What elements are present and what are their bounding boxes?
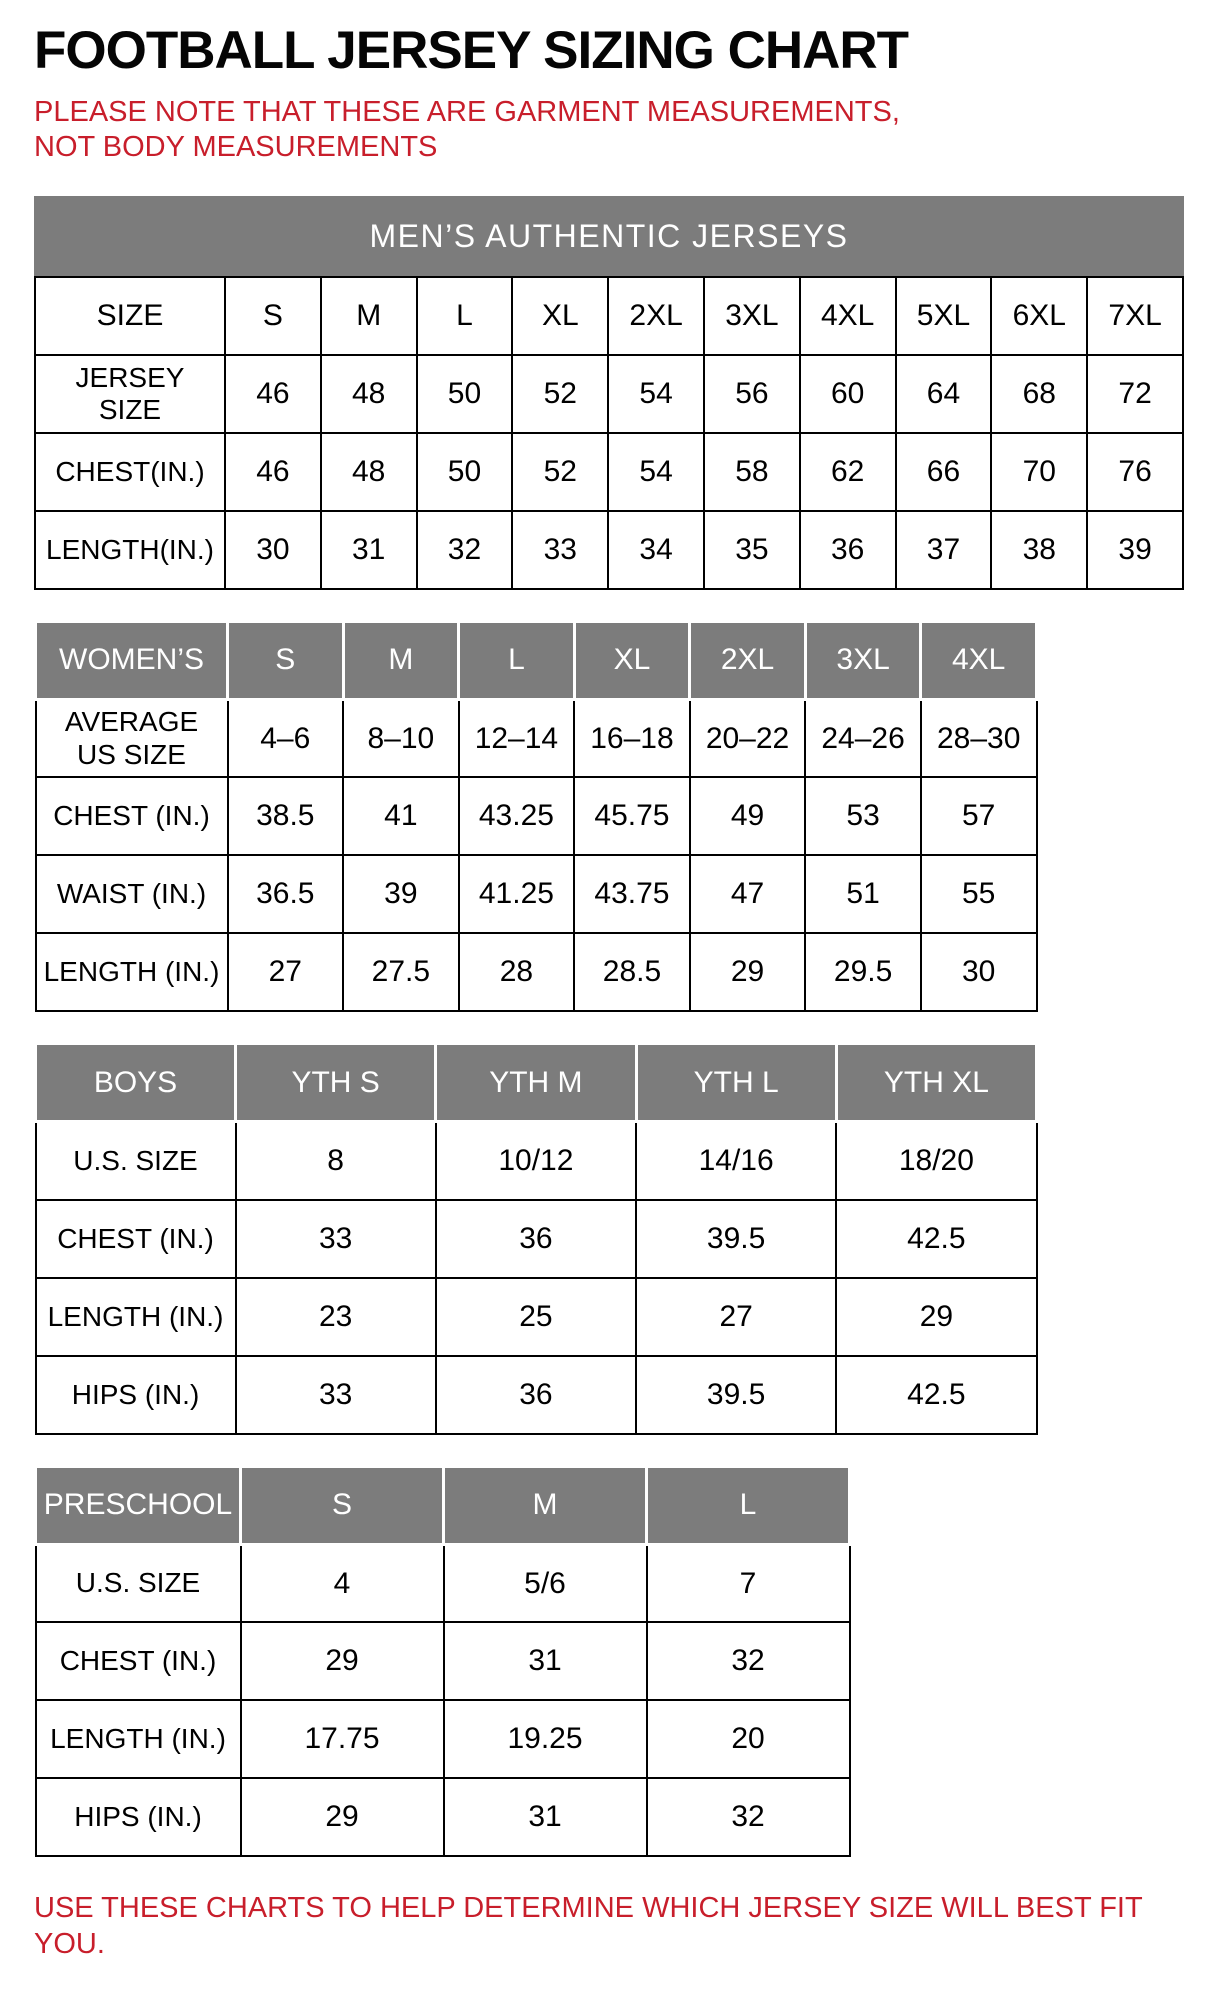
value-cell: 52	[512, 433, 608, 511]
value-cell: 28.5	[574, 933, 690, 1011]
table-row	[36, 699, 1037, 777]
column-header-cell: YTH L	[636, 1044, 836, 1122]
column-header-cell: 2XL	[690, 621, 806, 699]
value-cell: 12–14	[459, 699, 575, 777]
column-header-cell: 4XL	[921, 621, 1037, 699]
column-header-cell: L	[647, 1466, 850, 1544]
value-cell: 66	[896, 433, 992, 511]
column-header-cell: WOMEN’S	[36, 621, 228, 699]
header-row	[36, 621, 1037, 699]
table-row	[35, 511, 1183, 589]
row-label-cell: HIPS (IN.)	[36, 1356, 236, 1434]
value-cell: 35	[704, 511, 800, 589]
value-cell: 29	[690, 933, 806, 1011]
row-label-cell: AVERAGE US SIZE	[36, 699, 228, 777]
value-cell: 33	[236, 1200, 436, 1278]
value-cell: 72	[1087, 355, 1183, 433]
value-cell: 52	[512, 355, 608, 433]
value-cell: 41.25	[459, 855, 575, 933]
row-label-cell: CHEST (IN.)	[36, 777, 228, 855]
value-cell: 10/12	[436, 1122, 636, 1200]
value-cell: 20–22	[690, 699, 806, 777]
preschool-section	[34, 1465, 1186, 1858]
value-cell: 7	[647, 1544, 850, 1622]
value-cell: 28	[459, 933, 575, 1011]
row-label-cell: LENGTH(IN.)	[35, 511, 225, 589]
column-header-cell: M	[343, 621, 459, 699]
value-cell: 32	[647, 1622, 850, 1700]
value-cell: 27.5	[343, 933, 459, 1011]
value-cell: 29	[836, 1278, 1036, 1356]
column-header-cell: S	[225, 277, 321, 355]
value-cell: 70	[991, 433, 1087, 511]
value-cell: 4	[241, 1544, 444, 1622]
table-row	[36, 1356, 1037, 1434]
value-cell: 43.25	[459, 777, 575, 855]
value-cell: 57	[921, 777, 1037, 855]
value-cell: 25	[436, 1278, 636, 1356]
value-cell: 36	[436, 1200, 636, 1278]
value-cell: 8	[236, 1122, 436, 1200]
value-cell: 51	[805, 855, 921, 933]
value-cell: 24–26	[805, 699, 921, 777]
value-cell: 55	[921, 855, 1037, 933]
column-header-cell: YTH S	[236, 1044, 436, 1122]
column-header-cell: BOYS	[36, 1044, 236, 1122]
column-header-cell: S	[228, 621, 344, 699]
value-cell: 46	[225, 355, 321, 433]
table-row	[35, 433, 1183, 511]
value-cell: 31	[321, 511, 417, 589]
column-header-cell: M	[444, 1466, 647, 1544]
row-label-cell: LENGTH (IN.)	[36, 933, 228, 1011]
value-cell: 29.5	[805, 933, 921, 1011]
column-header-cell: YTH XL	[836, 1044, 1036, 1122]
value-cell: 29	[241, 1778, 444, 1856]
value-cell: 33	[512, 511, 608, 589]
value-cell: 31	[444, 1622, 647, 1700]
table-row	[36, 1122, 1037, 1200]
value-cell: 33	[236, 1356, 436, 1434]
table-row	[36, 1700, 850, 1778]
mens-jerseys-banner: MEN’S AUTHENTIC JERSEYS	[34, 196, 1184, 276]
table-row	[36, 1278, 1037, 1356]
row-label-cell: U.S. SIZE	[36, 1544, 241, 1622]
value-cell: 32	[417, 511, 513, 589]
value-cell: 60	[800, 355, 896, 433]
row-label-cell: CHEST (IN.)	[36, 1200, 236, 1278]
value-cell: 29	[241, 1622, 444, 1700]
row-label-cell: JERSEY SIZE	[35, 355, 225, 433]
value-cell: 48	[321, 355, 417, 433]
column-header-cell: SIZE	[35, 277, 225, 355]
row-label-cell: HIPS (IN.)	[36, 1778, 241, 1856]
value-cell: 27	[636, 1278, 836, 1356]
value-cell: 32	[647, 1778, 850, 1856]
value-cell: 37	[896, 511, 992, 589]
value-cell: 48	[321, 433, 417, 511]
value-cell: 36.5	[228, 855, 344, 933]
value-cell: 20	[647, 1700, 850, 1778]
value-cell: 68	[991, 355, 1087, 433]
row-label-cell: U.S. SIZE	[36, 1122, 236, 1200]
page-title: FOOTBALL JERSEY SIZING CHART	[34, 21, 909, 80]
value-cell: 39	[1087, 511, 1183, 589]
value-cell: 42.5	[836, 1200, 1036, 1278]
table-row	[36, 1544, 850, 1622]
column-header-cell: L	[459, 621, 575, 699]
row-label-cell: CHEST(IN.)	[35, 433, 225, 511]
garment-measurements-note: PLEASE NOTE THAT THESE ARE GARMENT MEASUREMENTS, NOT BODY MEASUREMENTS	[34, 96, 900, 164]
value-cell: 39	[343, 855, 459, 933]
column-header-cell: 2XL	[608, 277, 704, 355]
table-row	[36, 1200, 1037, 1278]
column-header-cell: PRESCHOOL	[36, 1466, 241, 1544]
value-cell: 64	[896, 355, 992, 433]
value-cell: 45.75	[574, 777, 690, 855]
column-header-cell: 3XL	[805, 621, 921, 699]
column-header-cell: 4XL	[800, 277, 896, 355]
value-cell: 54	[608, 433, 704, 511]
value-cell: 4–6	[228, 699, 344, 777]
best-fit-note: USE THESE CHARTS TO HELP DETERMINE WHICH JERSEY SIZE WILL BEST FIT YOU.	[34, 1892, 1143, 1960]
value-cell: 41	[343, 777, 459, 855]
value-cell: 23	[236, 1278, 436, 1356]
value-cell: 53	[805, 777, 921, 855]
column-header-cell: L	[417, 277, 513, 355]
row-label-cell: WAIST (IN.)	[36, 855, 228, 933]
womens-table	[34, 620, 1038, 1013]
value-cell: 39.5	[636, 1200, 836, 1278]
value-cell: 49	[690, 777, 806, 855]
column-header-cell: 3XL	[704, 277, 800, 355]
value-cell: 30	[225, 511, 321, 589]
womens-section	[34, 620, 1186, 1013]
value-cell: 50	[417, 433, 513, 511]
boys-table	[34, 1042, 1038, 1435]
header-row	[36, 1466, 850, 1544]
value-cell: 36	[800, 511, 896, 589]
column-header-cell: M	[321, 277, 417, 355]
mens-jerseys-section	[34, 196, 1186, 590]
boys-section	[34, 1042, 1186, 1435]
preschool-table	[34, 1465, 851, 1858]
value-cell: 54	[608, 355, 704, 433]
value-cell: 36	[436, 1356, 636, 1434]
value-cell: 8–10	[343, 699, 459, 777]
column-header-cell: S	[241, 1466, 444, 1544]
value-cell: 39.5	[636, 1356, 836, 1434]
column-header-cell: XL	[512, 277, 608, 355]
column-header-cell: 7XL	[1087, 277, 1183, 355]
value-cell: 17.75	[241, 1700, 444, 1778]
row-label-cell: CHEST (IN.)	[36, 1622, 241, 1700]
value-cell: 43.75	[574, 855, 690, 933]
header-row	[35, 277, 1183, 355]
table-row	[36, 1778, 850, 1856]
value-cell: 28–30	[921, 699, 1037, 777]
value-cell: 5/6	[444, 1544, 647, 1622]
table-row	[36, 777, 1037, 855]
table-row	[36, 855, 1037, 933]
value-cell: 14/16	[636, 1122, 836, 1200]
value-cell: 46	[225, 433, 321, 511]
table-row	[36, 933, 1037, 1011]
value-cell: 27	[228, 933, 344, 1011]
column-header-cell: 5XL	[896, 277, 992, 355]
header-row	[36, 1044, 1037, 1122]
table-row	[35, 355, 1183, 433]
value-cell: 18/20	[836, 1122, 1036, 1200]
value-cell: 38	[991, 511, 1087, 589]
value-cell: 50	[417, 355, 513, 433]
value-cell: 31	[444, 1778, 647, 1856]
row-label-cell: LENGTH (IN.)	[36, 1278, 236, 1356]
value-cell: 62	[800, 433, 896, 511]
row-label-cell: LENGTH (IN.)	[36, 1700, 241, 1778]
value-cell: 47	[690, 855, 806, 933]
value-cell: 56	[704, 355, 800, 433]
value-cell: 34	[608, 511, 704, 589]
table-row	[36, 1622, 850, 1700]
value-cell: 38.5	[228, 777, 344, 855]
value-cell: 42.5	[836, 1356, 1036, 1434]
value-cell: 58	[704, 433, 800, 511]
value-cell: 19.25	[444, 1700, 647, 1778]
value-cell: 16–18	[574, 699, 690, 777]
mens-jerseys-table	[34, 276, 1184, 590]
value-cell: 30	[921, 933, 1037, 1011]
value-cell: 76	[1087, 433, 1183, 511]
column-header-cell: 6XL	[991, 277, 1087, 355]
column-header-cell: YTH M	[436, 1044, 636, 1122]
column-header-cell: XL	[574, 621, 690, 699]
